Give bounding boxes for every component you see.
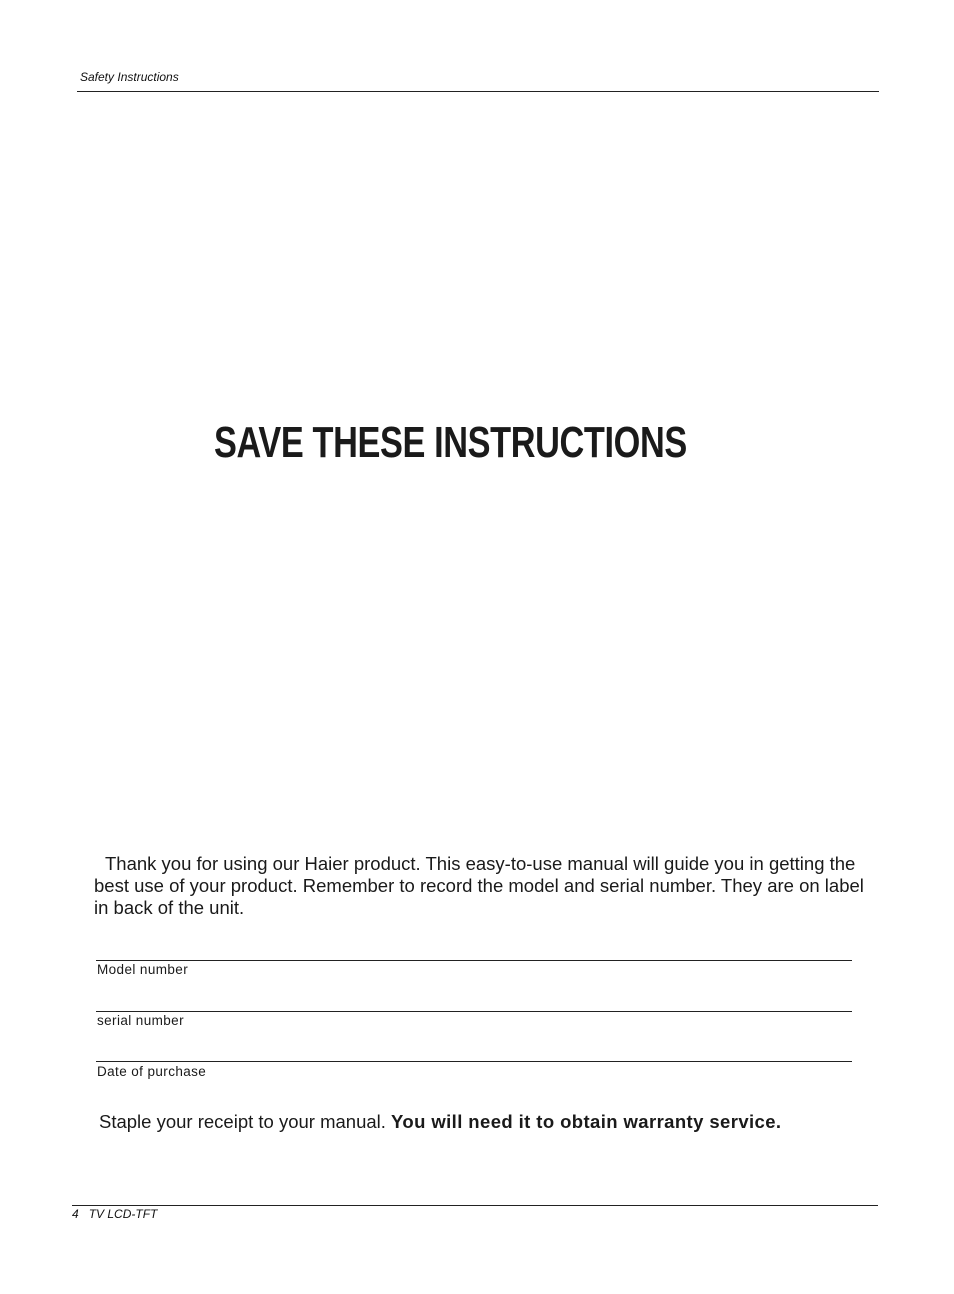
purchase-date-line [96,1061,852,1062]
page-footer [72,1207,157,1221]
intro-paragraph: Thank you for using our Haier product. This easy-to-use manual will guide you in getting the best use of your product. Remember to record the model and serial number. They are on label in back of the unit. [94,853,864,918]
header-divider [77,91,879,92]
product-name: TV LCD-TFT [88,1207,158,1221]
serial-number-label: serial number [97,1013,184,1028]
staple-note-text: Staple your receipt to your manual. [99,1111,386,1132]
model-number-label: Model number [97,962,189,977]
page-number: 4 [72,1207,79,1221]
warranty-emphasis: You will need it to obtain warranty service. [391,1111,782,1132]
staple-receipt-note [99,1111,781,1133]
serial-number-line [96,1011,852,1012]
model-number-line [96,960,852,961]
section-title: Safety Instructions [80,70,179,84]
footer-divider [72,1205,878,1206]
page-heading: SAVE THESE INSTRUCTIONS [214,418,687,467]
purchase-date-label: Date of purchase [97,1064,207,1079]
